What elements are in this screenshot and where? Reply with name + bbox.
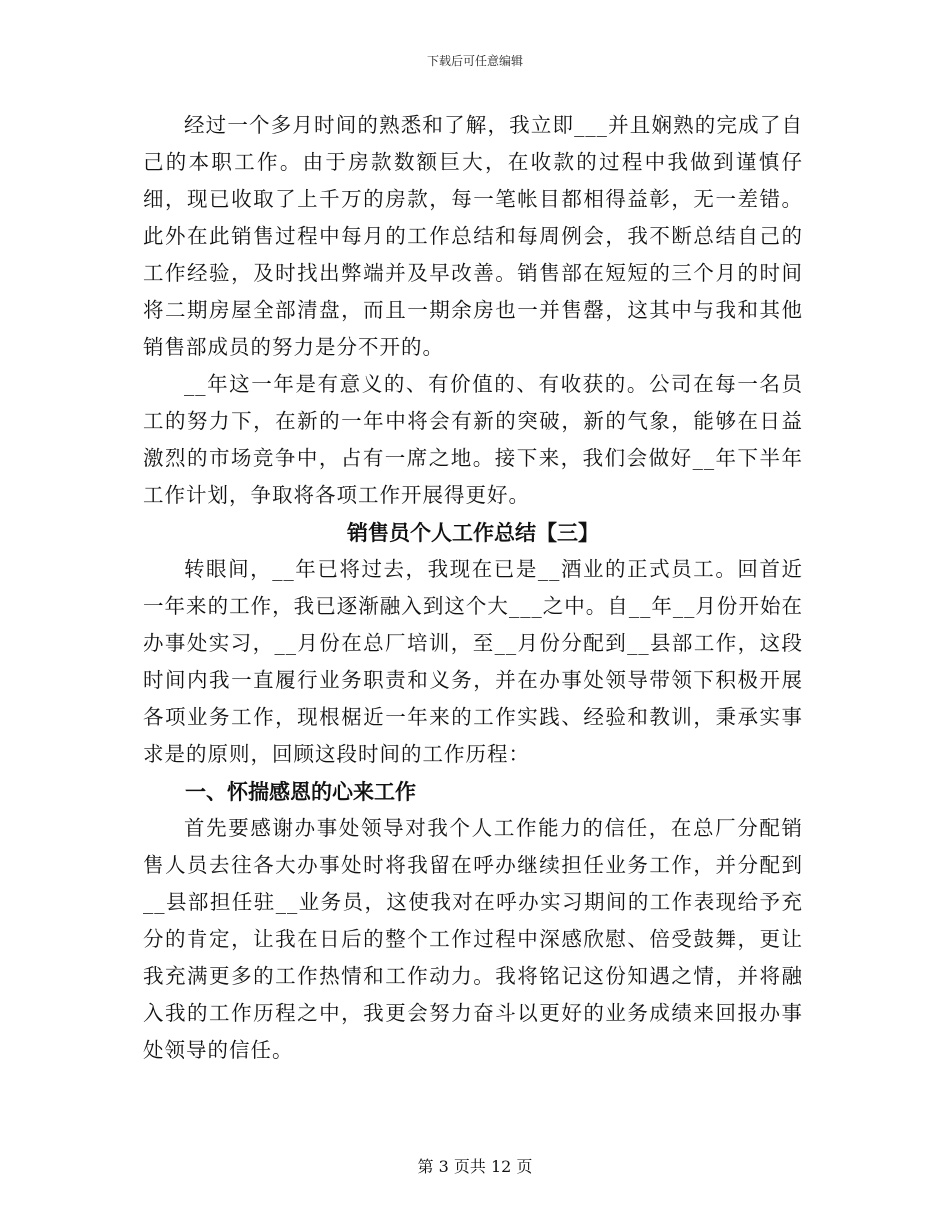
paragraph-sales-work: 经过一个多月时间的熟悉和了解，我立即___并且娴熟的完成了自己的本职工作。由于房款数额巨大，在收款的过程中我做到谨慎仔细，现已收取了上千万的房款，每一笔帐目都相得益彰，无一差错。此外在此销售过程中每月的工作总结和每周例会，我不断总结自己的工作经验，及时找出弊端并及早改善。销售部在短短的三个月的时间将二期房屋全部清盘，而且一期余房也一并售罄，这其中与我和其他销售部成员的努力是分不开的。	[143, 113, 803, 359]
sub-heading-gratitude: 一、怀揣感恩的心来工作	[185, 779, 416, 804]
page-header: 下载后可任意编辑	[426, 54, 523, 68]
paragraph-year-summary: __年这一年是有意义的、有价值的、有收获的。公司在每一名员工的努力下，在新的一年中将会有新的突破，新的气象，能够在日益激烈的市场竞争中，占有一席之地。接下来，我们会做好__年下半年工作计划，争取将各项工作开展得更好。	[143, 372, 803, 507]
document-body	[143, 107, 803, 1069]
section-title: 销售员个人工作总结【三】	[347, 520, 599, 545]
paragraph-gratitude: 首先要感谢办事处领导对我个人工作能力的信任，在总厂分配销售人员去往各大办事处时将我留在呼办继续担任业务工作，并分配到__县部担任驻__业务员，这使我对在呼办实习期间的工作表现给予充分的肯定，让我在日后的整个工作过程中深感欣慰、倍受鼓舞，更让我充满更多的工作热情和工作动力。我将铭记这份知遇之情，并将融入我的工作历程之中，我更会努力奋斗以更好的业务成绩来回报办事处领导的信任。	[143, 816, 803, 1062]
page-number: 第 3 页共 12 页	[417, 1157, 533, 1176]
paragraph-introduction: 转眼间，__年已将过去，我现在已是__酒业的正式员工。回首近一年来的工作，我已逐渐融入到这个大___之中。自__年__月份开始在办事处实习，__月份在总厂培训，至__月份分配到__县部工作，这段时间内我一直履行业务职责和义务，并在办事处领导带领下积极开展各项业务工作，现根椐近一年来的工作实践、经验和教训，秉承实事求是的原则，回顾这段时间的工作历程：	[143, 557, 803, 766]
